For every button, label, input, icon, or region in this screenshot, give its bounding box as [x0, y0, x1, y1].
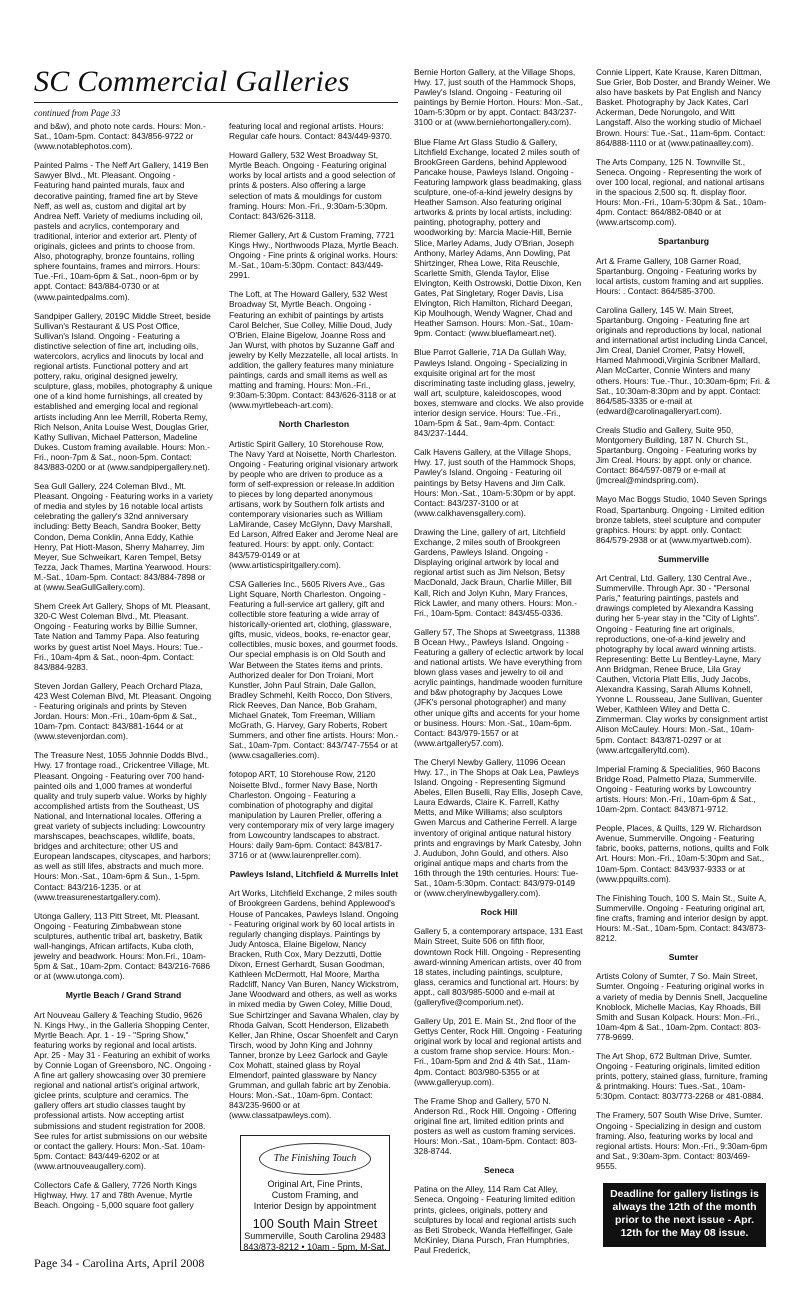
region-heading: Seneca [483, 1165, 515, 1176]
title-rule [34, 102, 398, 103]
gallery-listing: Gallery Up, 201 E. Main St., 2nd floor of the Gettys Center, Rock Hill. Ongoing - Featuring original work by local and regional artists and a custom frame shop service. Hours: Mon.-Fri., 10am-5pm and 2nd & 4th Sat., 11am-4pm. Contact: 803/980-5355 or at (www.galleryup.com). [414, 1016, 583, 1087]
gallery-listing: People, Places, & Quilts, 129 W. Richardson Avenue, Summerville. Ongoing - Featuring fabric, books, patterns, notions, quilts and Folk Art. Hours: Mon.-Fri., 10am-5:30pm and Sat., 10am-5pm. Contact: 843/937-9333 or at (www.ppquilts.com). [596, 823, 769, 884]
gallery-listing: Patina on the Alley, 114 Ram Cat Alley, Seneca. Ongoing - Featuring limited edition prints, giclees, originals, pottery and sculptures by local and regional artists such as Beti Strobeck, Wanda Heffelfinger, Gale McKinley, Diana Pursch, Fran Humphries, Paul Frederick, [414, 1184, 576, 1255]
gallery-listing: Connie Lippert, Kate Krause, Karen Dittman, Sue Grier, Bob Doster, and Brandy Weiner. We also have baskets by Pat English and Nancy Basket. Photography by Jack Kates, Carl Ackerman, Dede Norungolo, and Witt Langstaff. Also the working studio of Michael Brown. Hours: Tue.-Sat., 11am-6pm. Contact: 864/888-1110 or at (www.patinaalley.com). [596, 67, 771, 148]
ad-logo: The Finishing Touch [259, 1143, 371, 1175]
gallery-listing: Sea Gull Gallery, 224 Coleman Blvd., Mt. Pleasant. Ongoing - Featuring works in a variety of media and styles by 16 notable local artists celebrating the gallery's 32nd anniversary including: Betty Beach, Sandra Booker, Betty Condon, Dema Conklin, Anna Eddy, Kathie Henry, Pat Hiott-Mason, Sherry Maharrey, Jim Meyer, Sue Schweikart, Karen Tempel, Betsy Tezza, Jack Thames, Martina Yearwood. Hours: M.-Sat., 10am-5pm. Contact: 843/884-7898 or at (www.SeaGullGallery.com). [34, 481, 213, 593]
ad-line-1: Original Art, Fine Prints, [267, 1179, 363, 1189]
gallery-listing: and b&w), and photo note cards. Hours: Mon.-Sat., 10am-5pm. Contact: 843/856-9722 or (www.notablephotos.com). [34, 121, 206, 152]
gallery-listing: Blue Parrot Gallerie, 71A Da Gullah Way, Pawleys Island. Ongoing - Specializing in exquisite original art for the most discriminating taste including glass, jewelry, wall art, sculpture, kaleidoscopes, wood boxes, stemware and clocks. We also provide interior design service. Hours: Tue.-Fri., 10am-5pm & Sat., 9am-4pm. Contact: 843/237-1444. [414, 347, 584, 439]
gallery-listing: The Arts Company, 125 N. Townville St., Seneca. Ongoing - Representing the work of over 100 local, regional, and national artisans in the spacious 2,500 sq. ft. display floor. Hours: Mon.-Fri., 10am-5:30pm & Sat., 10am-4pm. Contact: 864/882-0840 or at (www.artscomp.com). [596, 156, 767, 228]
region-heading: Summerville [657, 553, 710, 564]
gallery-listing: fotopop ART, 10 Storehouse Row, 2120 Noisette Blvd., former Navy Base, North Charleston. Ongoing - Featuring a combination of photography and digital manipulation by Lauren Preller, offering a very contemporary mix of very large imagery from Lowcountry landscapes to abstract. Hours: daily 9am-6pm. Contact: 843/817-3716 or at (www.laurenpreller.com). [229, 769, 395, 861]
gallery-listing: The Finishing Touch, 100 S. Main St., Suite A, Summerville. Ongoing - Featuring original art, fine crafts, framing and interior design by appt. Hours: M.-Sat., 10am-5pm. Contact: 843/873-8212. [596, 892, 769, 944]
continued-note: continued from Page 33 [34, 108, 121, 118]
gallery-listing: The Framery, 507 South Wise Drive, Sumter. Ongoing - Specializing in design and custom framing. Also, featuring works by local and regional artists. Hours: Mon.-Fri., 9:30am-6pm and Sat., 9:30am-3pm. Contact: 803/469-9555. [596, 1110, 768, 1171]
region-heading: Rock Hill [480, 907, 518, 918]
region-heading: Spartanburg [657, 236, 710, 247]
gallery-listing: Art Nouveau Gallery & Teaching Studio, 9626 N. Kings Hwy., in the Galleria Shopping Center, Myrtle Beach. Apr. 1 - 19 - "Spring Show," featuring works by regional and local artists. Apr. 25 - May 31 - Featuring an exhibit of works by Connie Logan of Greensboro, NC. Ongoing - A fine art gallery showcasing over 30 premiere regional and national artist's original artwork, giclee prints, sculpture and ceramics. The gallery offers art studio classes taught by professional artists. Now accepting artist submissions and student registration for 2008. See rules for artist submissions on our website or contact the gallery. Hours: Mon.-Sat. 10am-5pm. Contact: 843/449-6202 or at (www.artnouveaugallery.com). [34, 1009, 212, 1171]
gallery-listing: Sandpiper Gallery, 2019C Middle Street, beside Sullivan's Restaurant & US Post Office, Sullivan's Island. Ongoing - Featuring a distinctive selection of fine art, including oils, watercolors, acrylics and linocuts by local and regional artists. Functional pottery and art pottery, raku, original designed jewelry, sculpture, glass, mobiles, photography & unique one of a kind home furnishings, all created by established and emerging local and regional artists including Ann lee Merrill, Roberta Remy, Rich Nelson, Anita Louise West, Douglas Grier, Kathy Sullivan, Michael Patterson, Madeline Dukes. Custom framing available. Hours: Mon.-Fri., noon-7pm & Sat., noon-5pm. Contact: 843/883-0200 or at (www.sandpipergallery.net). [34, 310, 213, 472]
gallery-listing: Drawing the Line, gallery of art, Litchfield Exchange, 2 miles south of Brookgreen Gardens, Pawleys Island. Ongoing - Displaying original artwork by local and regional artist such as Jim Nelson, Betsy MacDonald, Jack Braun, Charlie Miller, Bill Kall, Rich and Jolyn Kuhn, Mary Frances, Rick Lawler, and many others. Hours: Mon.-Fri., 10am-5pm. Contact: 843/455-0336. [414, 526, 577, 618]
gallery-listing: Howard Gallery, 532 West Broadway St, Myrtle Beach. Ongoing - Featuring original works by local artists and a good selection of prints & posters. Also offering a large selection of mats & mouldings for custom framing. Hours: Mon.-Fri., 9:30am-5:30pm. Contact: 843/626-3118. [229, 150, 396, 221]
page-footer: Page 34 - Carolina Arts, April 2008 [34, 1256, 205, 1270]
gallery-listing: Bernie Horton Gallery, at the Village Shops, Hwy. 17, just south of the Hammock Shops, Pawley's Island. Ongoing - Featuring oil paintings by Bernie Horton. Hours: Mon.-Sat., 10am-5:30pm or by appt. Contact: 843/237-3100 or at (www.berniehortongallery.com). [414, 67, 583, 128]
region-heading: Pawleys Island, Litchfield & Murrells Inlet [229, 869, 399, 880]
gallery-listing: Creals Studio and Gallery, Suite 950, Montgomery Building, 187 N. Church St., Spartanburg. Ongoing - Featuring works by Jim Creal. Hours: by appt. only or chance. Contact: 864/597-0879 or e-mail at (jmcreal@mindspring.com). [596, 424, 757, 486]
gallery-listing: Carolina Gallery, 145 W. Main Street, Spartanburg. Ongoing - Featuring fine art originals and reproductions by local, national and international artist including Linda Cancel, Jim Creal, Daniel Cromer, Patsy Howell, Hamed Mahmoodi,Virginia Scribner Mallard, Alan McCarter, Connie Winters and many others. Hours: Tue.-Thur., 10:30am-6pm; Fri. & Sat., 10:30am-8:30pm and by appt. Contact: 864/585-3335 or e-mail at (edward@carolinagalleryart.com). [596, 304, 771, 416]
region-heading: Sumter [668, 952, 699, 963]
ad-city: Summerville, South Carolina 29483 [244, 1231, 386, 1241]
gallery-listing: Steven Jordan Gallery, Peach Orchard Plaza, 423 West Coleman Blvd, Mt. Pleasant. Ongoing - Featuring originals and prints by Steven Jordan. Hours: Mon.-Fri., 10am-6pm & Sat., 10am-7pm. Contact: 843/881-1644 or at (www.stevenjordan.com). [34, 680, 212, 742]
gallery-listing: Blue Flame Art Glass Studio & Gallery, Litchfield Exchange, located 2 miles south of BrookGreen Gardens, behind Applewood Pancake house, Pawleys Island. Ongoing - Featuring lampwork glass beadmaking, glass sculpture, one-of-a-kind jewelry designs by Heather Samson. Also featuring original artworks & prints by local artists, including: painting, photography, pottery and woodworking by: Marcia Macie-Hill, Bernie Slice, Marley Adams, Judy O'Brian, Joseph Anthony, Marley Adams, Ann Dowling, Pat Shirtzinger, Rhea Lowe, Rita Reuschle, Scarlette Smith, Glenda Taylor, Elise Elvington, Keith Ostrowski, Dottie Dixon, Ken Gates, Pat Singletary, Roger Davis, Lisa Elvington, Rich Hamilton, Richard Deegan, Kip Moulhough, Wendy Wagner, Chad and Heather Samson. Hours: Mon.-Sat., 10am-9pm. Contact: (www.blueflameart.net). [414, 136, 582, 339]
ad-contact: 843/873-8212 • 10am - 5pm, M-Sat. [243, 1241, 387, 1252]
gallery-listing: The Art Shop, 672 Bultman Drive, Sumter. Ongoing - Featuring originals, limited edition prints, pottery, stained glass, furniture, framing & printmaking. Hours: Tues.-Sat., 10am-5:30pm. Contact: 803/773-2268 or 481-0884. [596, 1050, 768, 1102]
gallery-listing: Gallery 57, The Shops at Sweetgrass, 11388 B Ocean Hwy., Pawleys Island. Ongoing - Featuring a gallery of eclectic artwork by local and national artists. We have everything from blown glass vases and jewelry to oil and acrylic paintings, handmade wooden furniture and b&w photography by Jacques Lowe (JFK's personal photographer) and many other unique gifts and accents for your home or business. Hours: Mon.-Sat., 10am-6pm. Contact: 843/979-1557 or at (www.artgallery57.com). [414, 626, 584, 748]
gallery-listing: Art Works, Litchfield Exchange, 2 miles south of Brookgreen Gardens, behind Applewood's House of Pancakes, Pawleys Island. Ongoing - Featuring original work by 60 local artists in regularly changing displays. Paintings by Judy Antosca, Elaine Bigelow, Nancy Bracken, Ruth Cox, Mary Dezzutti, Dottie Dixon, Ernest Gerhardt, Susan Goodman, Kathleen McDermott, Hal Moore, Martha Radcliff, Nancy Van Buren, Nancy Wickstrom, Jane Woodward and others, as well as works in mixed media by Gwen Coley, Millie Doud, Sue Schirtzinger and Savana Whalen, clay by Rhoda Galvan, Scott Henderson, Elizabeth Keller, Jan Rhine, Oscar Shoenfelt and Caryn Tirsch, wood by John King and Johnny Tanner, bronze by Leez Garlock and Gayle Cox Mohatt, stained glass by Royal Elmendorf, painted glassware by Nancy Grumman, and gullah fabric art by Zenobia. Hours: Mon.-Sat., 10am-6pm. Contact: 843/235-9600 or at (www.classatpawleys.com). [229, 888, 399, 1121]
gallery-listing: CSA Galleries Inc., 5605 Rivers Ave., Gas Light Square, North Charleston. Ongoing - Featuring a full-service art gallery, gift and collectible store featuring a wide array of historically-oriented art, clothing, glassware, gifts, music, videos, books, re-enactor gear, collectibles, music boxes, and gourmet foods. Our special emphasis is on Old South and War Between the States items and prints. Authorized dealer for Don Troiani, Mort Kunstler, John Paul Strain, Dale Gallon, Bradley Schmehl, Keith Rocco, Don Stivers, Rick Reeves, Dan Nance, Bob Graham, Michael Gnatek, Tom Freeman, William McGrath, G. Harvey, Gary Roberts, Robert Summers, and other fine artists. Hours: Mon.-Sat., 10am-7pm. Contact: 843/747-7554 or at (www.csagalleries.com). [229, 578, 399, 761]
gallery-listing: The Frame Shop and Gallery, 570 N. Anderson Rd., Rock Hill. Ongoing - Offering original fine art, limited edition prints and posters as well as custom framing services. Hours: Mon.-Sat., 10am-5pm. Contact: 803-328-8744. [414, 1095, 577, 1157]
gallery-listing: Art Central, Ltd. Gallery, 130 Central Ave., Summerville. Through Apr. 30 - "Personal Paris," featuring paintings, pastels and drawings completed by Alexandra Kassing during her 5-year stay in the "City of Lights". Ongoing - Featuring fine art originals, reproductions, one-of-a-kind jewelry and photography by local award winning artists. Representing: Bette Lu Bentley-Layne, Mary Ann Bridgman, Renee Bruce, Lila Gray Cauthen, Victoria Platt Ellis, Judy Jacobs, Alexandra Kassing, Sarah Allums Kohnell, Yvonne L. Rousseau, Jane Sullivan, Guenter Weber, Kathleen Wiley and Detta C. Zimmerman. Clay works by consignment artist Alison McCauley. Hours: Mon.-Sat., 10am-5pm. Contact: 843/871-0297 or at (www.artcgalleryltd.com). [596, 573, 768, 755]
gallery-listing: Artistic Spirit Gallery, 10 Storehouse Row, The Navy Yard at Noisette, North Charleston. Ongoing - Featuring original visionary artwork by people who are driven to produce as a form of self-expression or release.In addition to pieces by long departed anonymous artisans, work by Southern folk artists and contemporary visionaries such as William LaMirande, Casey McGlynn, Davy Marshall, Ed Larson, Alfred Eaker and Jerome Neal are featured. Hours: by appt. only. Contact: 843/579-0149 or at (www.artisticspiritgallery.com). [229, 438, 398, 570]
column-4 [596, 67, 771, 1180]
ad-address: 100 South Main Street [252, 1217, 378, 1231]
gallery-listing: featuring local and regional artists. Hours: Regular cafe hours. Contact: 843/449-9370. [229, 121, 392, 142]
column-1 [34, 121, 213, 1219]
gallery-listing: Shem Creek Art Gallery, Shops of Mt. Pleasant, 320-C West Coleman Blvd., Mt. Pleasant. Ongoing - Featuring works by Billie Sumner, Tate Nation and Tammy Papa. Also featuring works by guest artist Noel Mays. Hours: Tue.-Fri., 10am-4pm & Sat., noon-4pm. Contact: 843/884-9283. [34, 601, 211, 672]
finishing-touch-ad [240, 1135, 390, 1251]
gallery-listing: Mayo Mac Boggs Studio, 1040 Seven Springs Road, Spartanburg. Ongoing - Limited edition bronze tablets, steel sculpture and computer graphics. Hours: by appt. only. Contact: 864/579-2938 or at (www.myartweb.com). [596, 494, 767, 545]
gallery-listing: The Loft, at The Howard Gallery, 532 West Broadway St, Myrtle Beach. Ongoing - Featuring an exhibit of paintings by artists Carol Belcher, Sue Colley, Millie Doud, Judy O'Brien, Elaine Bigelow, Joanne Ross and Jan Wurst, with photos by Suzanne Gaff and jewelry by Kelly Mezzatelle, all local artists. In addition, the gallery features many miniature paintings, cards and small items as well as matting and framing. Hours: Mon.-Fri., 9:30am-5:30pm. Contact: 843/626-3118 or at (www.myrtlebeach-art.com). [229, 289, 398, 411]
gallery-listing: Painted Palms - The Neff Art Gallery, 1419 Ben Sawyer Blvd., Mt. Pleasant. Ongoing - Featuring hand painted murals, faux and decorative painting, framed fine art by Steve Neff, as well as, custom and digital art by Andrea Neff. Variety of mediums including oil, pastels and acrylics, contemporary and traditional, interior and exterior art. Plenty of originals, giclees and prints to choose from. Also, photography, bronze fountains, rolling sphere fountains, frames and mirrors. Hours: Tue.-Fri., 10am-6pm & Sat., noon-6pm or by appt. Contact: 843/884-0730 or at (www.paintedpalms.com). [34, 160, 209, 302]
gallery-listing: The Cheryl Newby Gallery, 11096 Ocean Hwy. 17., in The Shops at Oak Lea, Pawleys Island. Ongoing - Representing Sigmund Abeles, Ellen Buselli, Ray Ellis, Joseph Cave, Laura Edwards, Claire K. Farrell, Kathy Metts, and Mike Williams; also sculptors Gwen Marcus and Catherine Ferrell. A large inventory of original antique natural history prints and engravings by Mark Catesby, John J. Audubon, John Gould, and others. Also original antique maps and charts from the 16th through the 19th centuries. Hours: Tue-Sat., 10am-5:30pm. Contact: 843/979-0149 or (www.cherylnewbygallery.com). [414, 756, 583, 899]
region-heading: North Charleston [278, 419, 350, 430]
ad-line-3: Interior Design by appointment [253, 1201, 377, 1211]
ad-line-2: Custom Framing, and [271, 1190, 359, 1200]
column-3 [414, 67, 584, 1264]
section-title: SC Commercial Galleries [34, 65, 350, 98]
gallery-listing: Calk Havens Gallery, at the Village Shops, Hwy. 17, just south of the Hammock Shops, Pawley's Island. Ongoing - Featuring oil paintings by Betsy Havens and Jim Calk. Hours: Mon.-Sat., 10am-5:30pm or by appt. Contact: 843/237-3100 or at (www.calkhavensgallery.com). [414, 447, 576, 518]
gallery-listing: Artists Colony of Sumter, 7 So. Main Street, Sumter. Ongoing - Featuring original works in a variety of media by Dennis Snell, Jacqueline Knoblock, Michelle Macias, Kay Rhoads, Bill Smith and Susan Kolpack. Hours: Mon.-Fri., 10am-4pm & Sat., 10am-2pm. Contact: 803-778-9699. [596, 971, 768, 1042]
region-heading: Myrtle Beach / Grand Strand [65, 990, 182, 1001]
gallery-listing: Imperial Framing & Specialities, 960 Bacons Bridge Road, Palmetto Plaza, Summerville. Ongoing - Featuring works by Lowcountry artists. Hours: Mon.-Fri., 10am-6pm & Sat., 10am-2pm. Contact: 843/871-9712. [596, 763, 761, 815]
gallery-listing: The Treasure Nest, 1055 Johnnie Dodds Blvd., Hwy. 17 frontage road., Crickentree Village, Mt. Pleasant. Ongoing - Featuring over 700 hand-painted oils and 1,000 frames at wonderful quality and truly superb value. Works by highly accomplished artists from the Southeast, US National, and International locales. Offering a great variety of subjects including: Lowcountry marshscapes, beachscapes, wildlife, boats, bridges and architecture; other US and European landscapes, cityscapes, and harbors; as well as still lifes, abstracts and much more. Hours: Mon.-Sat., 10am-6pm & Sun., 1-5pm. Contact: 843/216-1235. or at (www.treasurenestartgallery.com). [34, 750, 211, 902]
gallery-listing: Riemer Gallery, Art & Custom Framing, 7721 Kings Hwy., Northwoods Plaza, Myrtle Beach. Ongoing - Fine prints & original works. Hours: M.-Sat., 10am-5:30pm. Contact: 843/449-2991. [229, 229, 399, 281]
column-2 [229, 121, 399, 1130]
gallery-listing: Utonga Gallery, 113 Pitt Street, Mt. Pleasant. Ongoing - Featuring Zimbabwean stone sculptures, authentic tribal art, basketry, Batik wall-hangings, African artifacts, Kuba cloth, jewelry and beadwork. Hours: Mon.Fri., 10am-5pm & Sat., 10am-2pm. Contact: 843/216-7686 or at (www.utonga.com). [34, 910, 210, 982]
deadline-notice: Deadline for gallery listings is always the 12th of the month prior to the next issue - Apr. 12th for the May 08 issue. [603, 1183, 766, 1247]
gallery-listing: Collectors Cafe & Gallery, 7726 North Kings Highway, Hwy. 17 and 78th Avenue, Myrtle Beach. Ongoing - 5,000 square foot gallery [34, 1180, 197, 1211]
gallery-listing: Gallery 5, a contemporary artspace, 131 East Main Street, Suite 506 on fifth floor, downtown Rock Hill. Ongoing - Representing award-winning American artists, over 40 from 18 states, including paintings, sculpture, glass, ceramics and functional art. Hours: by appt., call 803/985-5000 and e-mail at (galleryfive@comporium.net). [414, 926, 583, 1007]
gallery-listing: Art & Frame Gallery, 108 Garner Road, Spartanburg. Ongoing - Featuring works by local artists, custom framing and art supplies. Hours: . Contact: 864/585-3700. [596, 255, 764, 296]
